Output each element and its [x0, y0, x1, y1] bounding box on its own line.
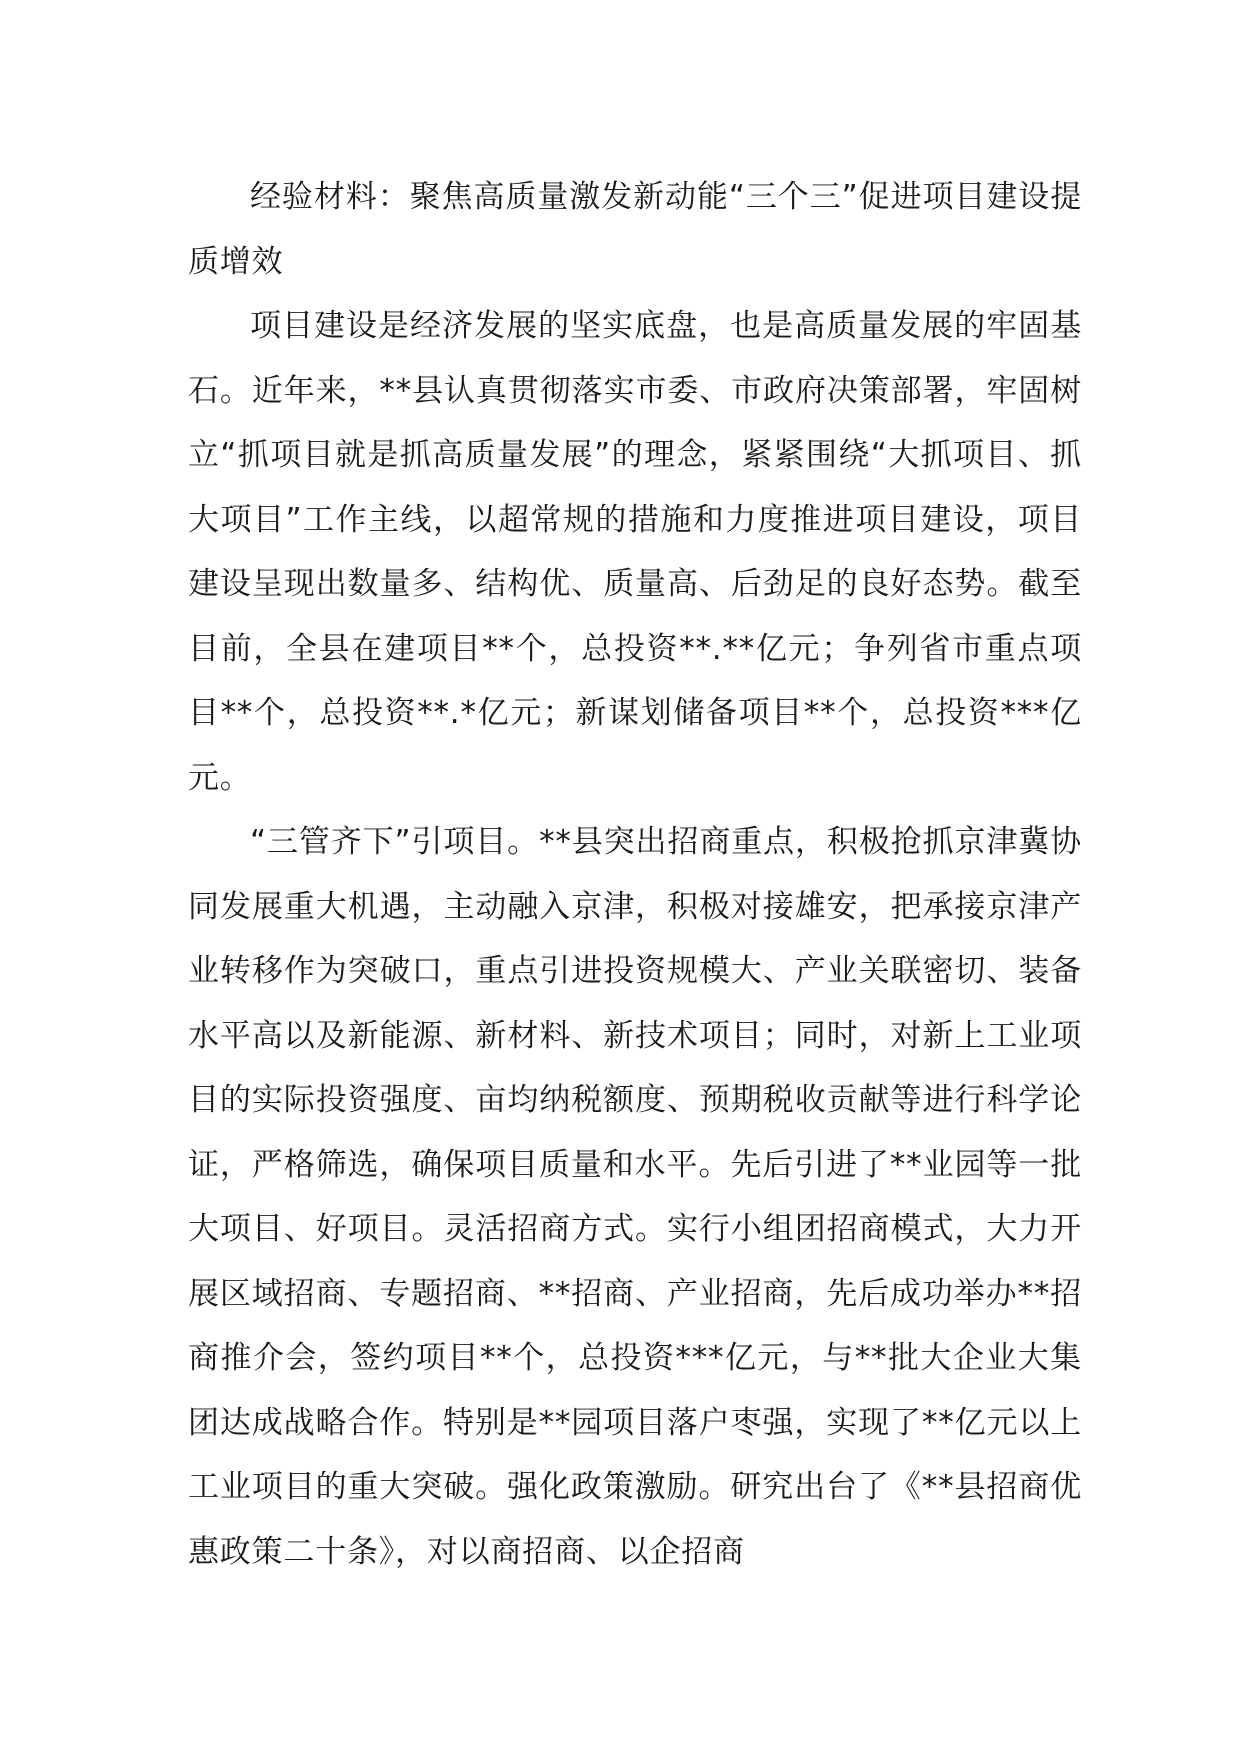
paragraph-attract-projects: “三管齐下”引项目。**县突出招商重点，积极抢抓京津冀协同发展重大机遇，主动融入京津，积极对接雄安，把承接京津产业转移作为突破口，重点引进投资规模大、产业关联密切、装备水平高以及新能源、新材料、新技术项目；同时，对新上工业项目的实际投资强度、亩均纳税额度、预期税收贡献等进行科学论证，严格筛选，确保项目质量和水平。先后引进了**业园等一批大项目、好项目。灵活招商方式。实行小组团招商模式，大力开展区域招商、专题招商、**招商、产业招商，先后成功举办**招商推介会，签约项目**个，总投资***亿元，与**批大企业大集团达成战略合作。特别是**园项目落户枣强，实现了**亿元以上工业项目的重大突破。强化政策激励。研究出台了《**县招商优惠政策二十条》，对以商招商、以企招商: [188, 824, 1082, 1570]
document-body: [188, 165, 1082, 1584]
paragraph-intro: 项目建设是经济发展的坚实底盘，也是高质量发展的牢固基石。近年来，**县认真贯彻落实市委、市政府决策部署，牢固树立“抓项目就是抓高质量发展”的理念，紧紧围绕“大抓项目、抓大项目”工作主线，以超常规的措施和力度推进项目建设，项目建设呈现出数量多、结构优、质量高、后劲足的良好态势。截至目前，全县在建项目**个，总投资**.**亿元；争列省市重点项目**个，总投资**.*亿元；新谋划储备项目**个，总投资***亿元。: [188, 308, 1082, 796]
document-title: 经验材料：聚焦高质量激发新动能“三个三”促进项目建设提质增效: [188, 179, 1082, 280]
